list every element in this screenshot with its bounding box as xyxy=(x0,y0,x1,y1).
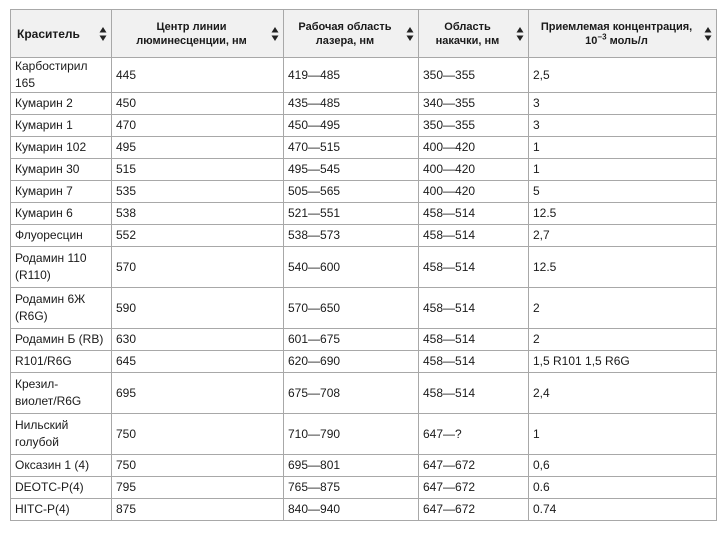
cell-dye: Кумарин 2 xyxy=(11,93,112,115)
cell-dye: Родамин 110 (R110) xyxy=(11,247,112,288)
cell-range: 521—551 xyxy=(284,203,419,225)
cell-center: 750 xyxy=(112,414,284,455)
cell-pump: 647—? xyxy=(419,414,529,455)
cell-range: 538—573 xyxy=(284,225,419,247)
cell-dye: HITC-P(4) xyxy=(11,499,112,521)
cell-dye: Карбостирил 165 xyxy=(11,58,112,93)
cell-pump: 647—672 xyxy=(419,477,529,499)
cell-range: 675—708 xyxy=(284,373,419,414)
cell-center: 795 xyxy=(112,477,284,499)
cell-pump: 458—514 xyxy=(419,351,529,373)
cell-dye: Флуоресцин xyxy=(11,225,112,247)
cell-pump: 340—355 xyxy=(419,93,529,115)
cell-concentration: 0.6 xyxy=(529,477,717,499)
col-header-pump-line1: Область xyxy=(444,20,491,33)
col-header-center[interactable] xyxy=(112,10,284,58)
cell-range: 435—485 xyxy=(284,93,419,115)
col-header-range-line1: Рабочая область xyxy=(298,20,392,33)
col-header-range-line2: лазера, нм xyxy=(315,34,375,47)
cell-range: 419—485 xyxy=(284,58,419,93)
table-row xyxy=(11,373,717,414)
col-header-dye-label: Краситель xyxy=(17,26,80,41)
cell-concentration: 12.5 xyxy=(529,247,717,288)
col-header-pump-line2: накачки, нм xyxy=(435,34,500,47)
table-row xyxy=(11,499,717,521)
table-row xyxy=(11,159,717,181)
cell-concentration: 2 xyxy=(529,329,717,351)
col-header-center-line2: люминесценции, нм xyxy=(136,34,247,47)
table-row xyxy=(11,115,717,137)
cell-concentration: 1,5 R101 1,5 R6G xyxy=(529,351,717,373)
table-row xyxy=(11,137,717,159)
sort-up-down-icon[interactable] xyxy=(99,26,107,42)
cell-center: 875 xyxy=(112,499,284,521)
cell-concentration: 2 xyxy=(529,288,717,329)
cell-concentration: 2,7 xyxy=(529,225,717,247)
table-row xyxy=(11,288,717,329)
sort-up-down-icon[interactable] xyxy=(271,26,279,42)
table-row xyxy=(11,414,717,455)
table-row xyxy=(11,329,717,351)
cell-center: 538 xyxy=(112,203,284,225)
cell-range: 570—650 xyxy=(284,288,419,329)
cell-center: 495 xyxy=(112,137,284,159)
cell-range: 710—790 xyxy=(284,414,419,455)
cell-pump: 458—514 xyxy=(419,247,529,288)
cell-range: 495—545 xyxy=(284,159,419,181)
table-row xyxy=(11,351,717,373)
cell-concentration: 0.74 xyxy=(529,499,717,521)
cell-pump: 647—672 xyxy=(419,455,529,477)
cell-range: 620—690 xyxy=(284,351,419,373)
table-row xyxy=(11,203,717,225)
cell-center: 470 xyxy=(112,115,284,137)
cell-range: 470—515 xyxy=(284,137,419,159)
sort-up-down-icon[interactable] xyxy=(704,26,712,42)
cell-concentration: 2,5 xyxy=(529,58,717,93)
cell-pump: 458—514 xyxy=(419,225,529,247)
cell-pump: 400—420 xyxy=(419,159,529,181)
table-row xyxy=(11,225,717,247)
cell-range: 540—600 xyxy=(284,247,419,288)
cell-center: 450 xyxy=(112,93,284,115)
cell-concentration: 3 xyxy=(529,93,717,115)
cell-center: 695 xyxy=(112,373,284,414)
cell-center: 630 xyxy=(112,329,284,351)
cell-range: 695—801 xyxy=(284,455,419,477)
table-row xyxy=(11,181,717,203)
dye-table xyxy=(10,9,717,521)
cell-pump: 458—514 xyxy=(419,373,529,414)
cell-dye: Оксазин 1 (4) xyxy=(11,455,112,477)
table-row xyxy=(11,58,717,93)
table-row xyxy=(11,93,717,115)
col-header-concentration-line1: Приемлемая концентрация, xyxy=(540,20,693,33)
table-row xyxy=(11,247,717,288)
cell-center: 535 xyxy=(112,181,284,203)
cell-concentration: 3 xyxy=(529,115,717,137)
col-header-dye[interactable] xyxy=(11,10,112,58)
cell-dye: Крезил-виолет/R6G xyxy=(11,373,112,414)
cell-concentration: 1 xyxy=(529,414,717,455)
cell-concentration: 1 xyxy=(529,159,717,181)
cell-range: 840—940 xyxy=(284,499,419,521)
cell-center: 552 xyxy=(112,225,284,247)
col-header-concentration[interactable] xyxy=(529,10,717,58)
cell-dye: Кумарин 1 xyxy=(11,115,112,137)
cell-pump: 458—514 xyxy=(419,329,529,351)
cell-range: 765—875 xyxy=(284,477,419,499)
cell-dye: DEOTC-P(4) xyxy=(11,477,112,499)
col-header-range[interactable] xyxy=(284,10,419,58)
cell-concentration: 0,6 xyxy=(529,455,717,477)
col-header-concentration-base: 10 xyxy=(585,34,598,47)
cell-concentration: 1 xyxy=(529,137,717,159)
table-row xyxy=(11,477,717,499)
cell-range: 601—675 xyxy=(284,329,419,351)
cell-pump: 458—514 xyxy=(419,288,529,329)
cell-pump: 350—355 xyxy=(419,115,529,137)
cell-range: 505—565 xyxy=(284,181,419,203)
sort-up-down-icon[interactable] xyxy=(406,26,414,42)
cell-pump: 647—672 xyxy=(419,499,529,521)
table-row xyxy=(11,455,717,477)
col-header-concentration-unit: моль/л xyxy=(606,34,648,47)
cell-center: 445 xyxy=(112,58,284,93)
cell-dye: Родамин Б (RB) xyxy=(11,329,112,351)
cell-concentration: 5 xyxy=(529,181,717,203)
sort-up-down-icon[interactable] xyxy=(516,26,524,42)
cell-dye: Кумарин 6 xyxy=(11,203,112,225)
cell-concentration: 2,4 xyxy=(529,373,717,414)
col-header-center-line1: Центр линии xyxy=(156,20,227,33)
col-header-pump[interactable] xyxy=(419,10,529,58)
cell-pump: 400—420 xyxy=(419,137,529,159)
cell-center: 750 xyxy=(112,455,284,477)
cell-center: 645 xyxy=(112,351,284,373)
cell-center: 515 xyxy=(112,159,284,181)
col-header-concentration-exp: −3 xyxy=(597,31,607,41)
cell-pump: 350—355 xyxy=(419,58,529,93)
cell-dye: R101/R6G xyxy=(11,351,112,373)
cell-pump: 458—514 xyxy=(419,203,529,225)
cell-range: 450—495 xyxy=(284,115,419,137)
header-row xyxy=(11,10,717,58)
cell-center: 570 xyxy=(112,247,284,288)
cell-dye: Нильский голубой xyxy=(11,414,112,455)
cell-center: 590 xyxy=(112,288,284,329)
cell-dye: Родамин 6Ж (R6G) xyxy=(11,288,112,329)
cell-dye: Кумарин 102 xyxy=(11,137,112,159)
cell-dye: Кумарин 30 xyxy=(11,159,112,181)
cell-concentration: 12.5 xyxy=(529,203,717,225)
cell-dye: Кумарин 7 xyxy=(11,181,112,203)
cell-pump: 400—420 xyxy=(419,181,529,203)
